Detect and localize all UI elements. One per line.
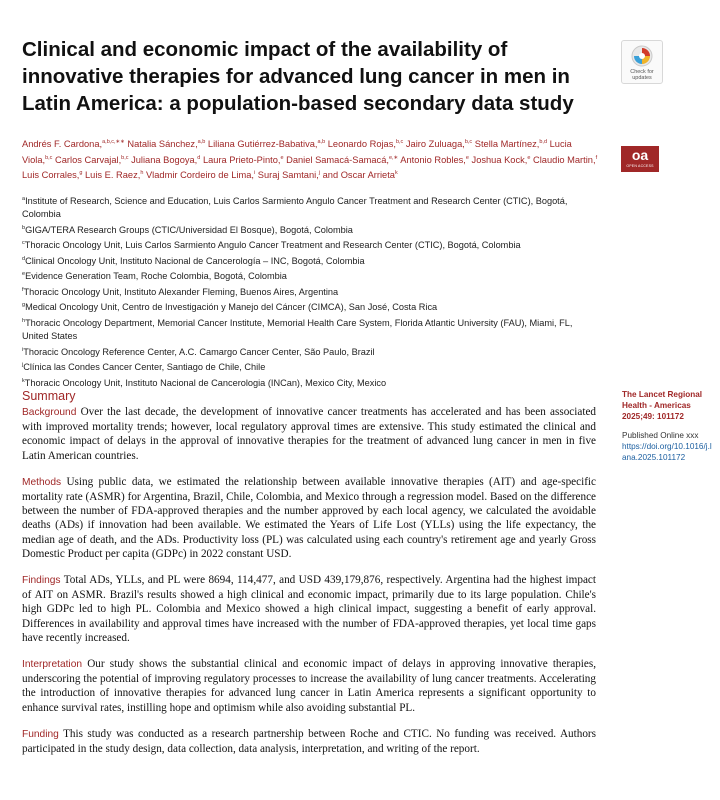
affiliation-text: Institute of Research, Science and Education, Luis Carlos Sarmiento Angulo Cancer Treatment and Research Center (CTIC), Bogotá, Colombia [22,196,568,220]
author-name[interactable]: Suraj Samtani, [257,170,319,181]
author-name[interactable]: Vladmir Cordeiro de Lima, [145,170,254,181]
author-name[interactable]: Carlos Carvajal, [55,154,122,165]
author-affiliation-marker: e [465,154,469,161]
affiliation-item [22,375,592,390]
affiliation-item [22,315,592,344]
summary-section-text: Over the last decade, the development of innovative cancer treatments has accelerated and has been associated with improved mortality trends; however, local regulatory approval times are extensive. This study estimated the clinical and economic impact of delays in the approval of innovative therapies for the treatment of advanced lung cancer in men in five Latin American countries. [22,406,597,462]
open-access-badge [621,146,659,172]
affiliation-marker: e [22,271,26,278]
affiliation-marker: a [22,196,26,202]
author-name[interactable]: Luis Corrales, [22,170,80,181]
author-name[interactable]: Leonardo Rojas, [327,139,396,150]
author-name[interactable]: Natalia Sánchez, [127,139,198,150]
affiliation-text: Evidence Generation Team, Roche Colombia, Bogotá, Colombia [25,271,287,282]
affiliation-marker: k [22,377,25,384]
summary-section-label: Interpretation [22,659,83,671]
author-affiliation-marker: j [318,170,321,177]
affiliation-marker: i [22,346,24,353]
affiliation-text: Thoracic Oncology Unit, Luis Carlos Sarmiento Angulo Cancer Treatment and Research Center (CTIC), Bogotá, Colombia [24,240,521,251]
summary-section-text: Using public data, we estimated the relationship between available innovative therapies (AIT) and age-specific mortality rate (ASMR) for Argentina, Brazil, Chile, Colombia, and Mexico through a regression model. Based on the difference between the number of FDA-approved therapies and the number approved by each local agency, we calculated the avoidable deaths (ADs) if innovation had been available. We estimated the Years of Life Lost (YLLs) using the life expectancy, the median age of death, and the ADs. Productivity loss (PL) was calculated using each country's retirement age and yearly Gross Domestic Product per capita (GDPc) in 2022 constant USD. [22,475,597,560]
summary-section [22,405,596,463]
author-name[interactable]: Liliana Gutiérrez-Babativa, [207,139,318,150]
summary-section [22,573,596,645]
affiliation-item [22,222,592,237]
affiliation-text: Clinical Oncology Unit, Instituto Nacional de Cancerología – INC, Bogotá, Colombia [25,255,365,266]
summary-body [22,405,596,768]
author-affiliation-marker: a,b [317,139,326,145]
affiliation-item [22,299,592,314]
author-name[interactable]: Luis E. Raez, [85,170,141,181]
author-name[interactable]: Andrés F. Cardona, [22,139,103,150]
affiliation-marker: j [22,362,24,369]
author-affiliation-marker: e [280,154,284,161]
check-for-updates-badge[interactable] [621,40,663,84]
author-name[interactable]: Joshua Kock, [471,154,528,165]
check-updates-icon [631,45,653,67]
author-affiliation-marker: a,b [197,139,206,145]
summary-heading: Summary [22,389,76,403]
affiliation-marker: g [22,302,26,309]
author-affiliation-marker: f [595,154,598,161]
affiliation-text: Clínica las Condes Cancer Center, Santiago de Chile, Chile [23,362,266,373]
author-affiliation-marker: i [253,170,256,177]
author-name[interactable]: Laura Prieto-Pinto, [202,154,281,165]
author-affiliation-marker: b,c [121,154,129,161]
affiliation-item [22,284,592,299]
check-updates-label: Check for updates [630,69,654,81]
affiliation-marker: d [22,255,26,262]
affiliation-text: Thoracic Oncology Unit, Instituto Alexander Fleming, Buenos Aires, Argentina [23,286,339,297]
summary-section [22,727,596,756]
summary-section-label: Funding [22,728,59,740]
doi-link[interactable]: https://doi.org/10.1016/j.lana.2025.101172 [622,442,712,462]
journal-citation: The Lancet Regional Health - Americas 2025;49: 101172 [622,390,703,421]
author-affiliation-marker: b,c [45,154,53,161]
author-affiliation-marker: d [197,154,201,161]
author-name[interactable]: Claudio Martin, [533,154,596,165]
summary-section-text: Our study shows the substantial clinical and economic impact of delays in approving innovative therapies, underscoring the potential of improving regulatory processes to increase the availability of lung cancer treatments. Accelerating the introduction of innovative therapies for advanced lung cancer in Latin America represents a significant opportunity to enhance survival rates, instilling hope and optimism while also avoiding substantial PL. [22,658,597,714]
author-affiliation-marker: e [527,154,531,161]
author-affiliation-marker: b,d [539,139,548,145]
summary-section-label: Background [22,407,77,418]
affiliation-text: Medical Oncology Unit, Centro de Investigación y Manejo del Cáncer (CIMCA), San José, Costa Rica [25,302,438,313]
affiliation-marker: c [22,240,25,247]
summary-section-label: Methods [22,476,62,488]
author-name[interactable]: Jairo Zuluaga, [405,139,465,150]
author-affiliation-marker: b,c [464,139,473,145]
oa-sublabel: OPEN ACCESS [626,164,654,168]
affiliation-marker: h [22,317,26,324]
affiliation-marker: b [22,224,26,231]
author-affiliation-marker: h [140,170,144,177]
affiliation-item [22,268,592,283]
affiliation-item [22,237,592,252]
author-affiliation-marker: k [394,170,398,177]
author-name[interactable]: Juliana Bogoya, [131,154,198,165]
affiliation-item [22,344,592,359]
affiliation-item [22,359,592,374]
oa-label: oa [631,147,649,163]
summary-section-text: This study was conducted as a research partnership between Roche and CTIC. No funding was received. Authors participated in the study design, data collection, data analysis, interpretation, and writing of the report. [22,727,596,756]
published-online: Published Online xxx [622,431,699,440]
author-name[interactable]: Antonio Robles, [400,154,466,165]
article-title: Clinical and economic impact of the availability of innovative therapies for advanced lung cancer in men in Latin America: a population-based secondary data study [22,38,574,115]
affiliation-list [22,193,592,390]
author-affiliation-marker: e,∗ [388,154,399,161]
author-name[interactable]: Lucia Viola, [22,139,572,165]
summary-section [22,475,596,561]
author-affiliation-marker: a,b,c,∗∗ [102,139,125,145]
affiliation-text: GIGA/TERA Research Groups (CTIC/Universidad El Bosque), Bogotá, Colombia [25,224,353,235]
affiliation-item [22,253,592,268]
article-info-sidebar [622,389,714,463]
author-affiliation-marker: g [79,170,83,177]
summary-section [22,657,596,715]
affiliation-marker: f [22,286,24,293]
author-affiliation-marker: b,c [395,139,404,145]
author-name[interactable]: and Oscar Arrieta [322,170,395,181]
author-name[interactable]: Daniel Samacá-Samacá, [286,154,389,165]
affiliation-text: Thoracic Oncology Unit, Instituto Nacional de Cancerologia (INCan), Mexico City, Mexico [24,377,387,388]
author-list [22,136,602,183]
summary-section-text: Total ADs, YLLs, and PL were 8694, 114,477, and USD 439,179,876, respectively. Argentina had the highest impact of AIT on ASMR. Brazil's results showed a high clinical and economic impact, primarily due to its large population. Chile's high GDPc led to high PL. Colombia and Mexico showed a high clinical impact, suggesting a benefit of early approval. Differences in availability and approval times have increased with the number of FDA-approved therapies, yet local time gaps have recently increased. [22,574,596,644]
affiliation-item [22,193,592,222]
affiliation-text: Thoracic Oncology Department, Memorial Cancer Institute, Memorial Health Care System, Florida Atlantic University (FAU), Miami, FL, United States [22,317,573,342]
author-name[interactable]: Stella Martínez, [474,139,540,150]
summary-section-label: Findings [22,575,61,587]
affiliation-text: Thoracic Oncology Reference Center, A.C. Camargo Cancer Center, São Paulo, Brazil [23,346,375,357]
